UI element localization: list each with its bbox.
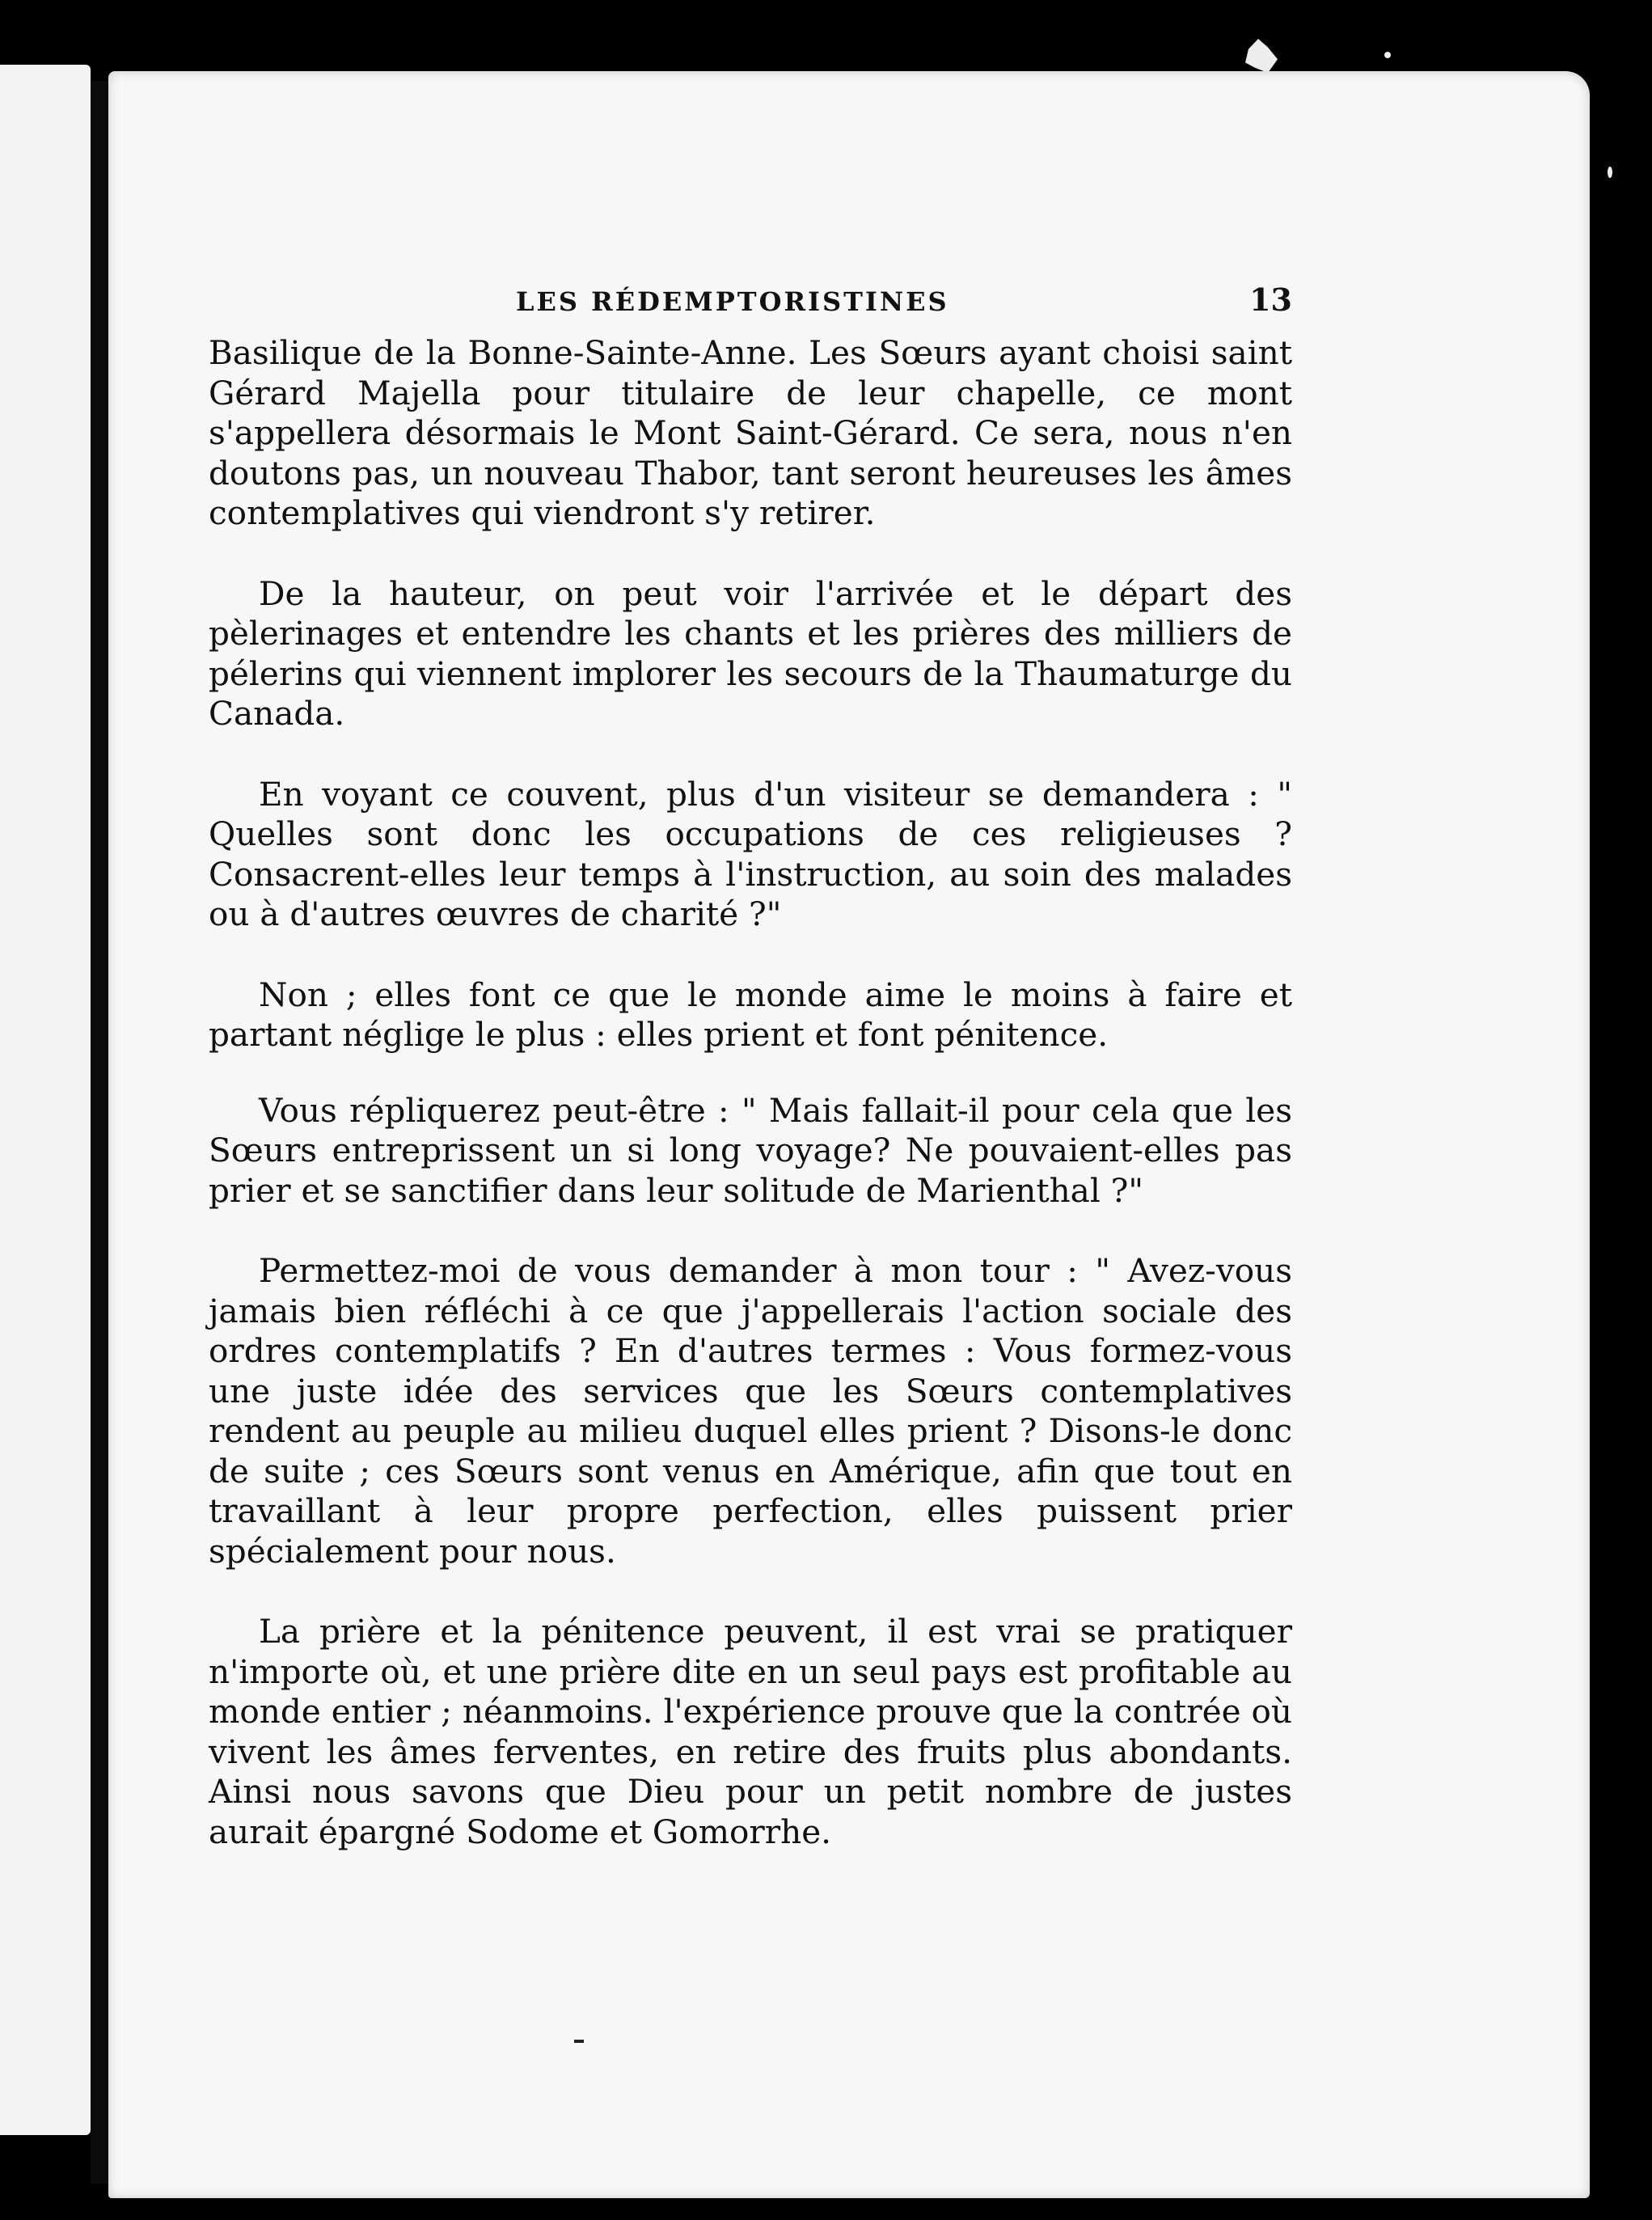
paragraph: Vous répliquerez peut-être : " Mais fallait-il pour cela que les Sœurs entreprissent un si long voyage? Ne pouvaient-elles pas prier et se sanctifier dans leur solitude de Marienthal ?"	[209, 1090, 1292, 1210]
scan-artifact	[1245, 39, 1278, 73]
paragraph: Permettez-moi de vous demander à mon tour : " Avez-vous jamais bien réfléchi à ce que j'appellerais l'action sociale des ordres contemplatifs ? En d'autres termes : Vous formez-vous une juste idée des services que les Sœurs contemplatives rendent au peuple au milieu duquel elles prient ? Disons-le donc de suite ; ces Sœurs sont venus en Amérique, afin que tout en travaillant à leur propre perfection, elles puissent prier spécialement pour nous.	[209, 1251, 1292, 1571]
running-title: LES RÉDEMPTORISTINES	[516, 286, 949, 317]
paragraph: Non ; elles font ce que le monde aime le moins à faire et partant néglige le plus : elles prient et font pénitence.	[209, 975, 1292, 1054]
page-mark	[574, 2040, 584, 2043]
paragraph: De la hauteur, on peut voir l'arrivée et le départ des pèlerinages et entendre les chants et les prières des milliers de pélerins qui viennent implorer les secours de la Thaumaturge du Canada.	[209, 573, 1292, 733]
page-number: 13	[1249, 281, 1292, 318]
running-head	[209, 280, 1292, 333]
paragraph: La prière et la pénitence peuvent, il est vrai se pratiquer n'importe où, et une prière dite en un seul pays est profitable au monde entier ; néanmoins. l'expérience prouve que la contrée où vivent les âmes ferventes, en retire des fruits plus abondants. Ainsi nous savons que Dieu pour un petit nombre de justes aurait épargné Sodome et Gomorrhe.	[209, 1612, 1292, 1851]
page-text	[209, 280, 1292, 1892]
scan-speck	[1608, 167, 1612, 178]
paragraph: En voyant ce couvent, plus d'un visiteur se demandera : " Quelles sont donc les occupations de ces religieuses ? Consacrent-elles leur temps à l'instruction, au soin des malades ou à d'autres œuvres de charité ?"	[209, 774, 1292, 933]
scan-speck	[1384, 52, 1391, 58]
previous-page-edge	[0, 65, 91, 2135]
book-spine-shadow	[91, 81, 108, 2184]
paragraph: Basilique de la Bonne-Sainte-Anne. Les Sœurs ayant choisi saint Gérard Majella pour titulaire de leur chapelle, ce mont s'appellera désormais le Mont Saint-Gérard. Ce sera, nous n'en doutons pas, un nouveau Thabor, tant seront heureuses les âmes contemplatives qui viendront s'y retirer.	[209, 333, 1292, 532]
